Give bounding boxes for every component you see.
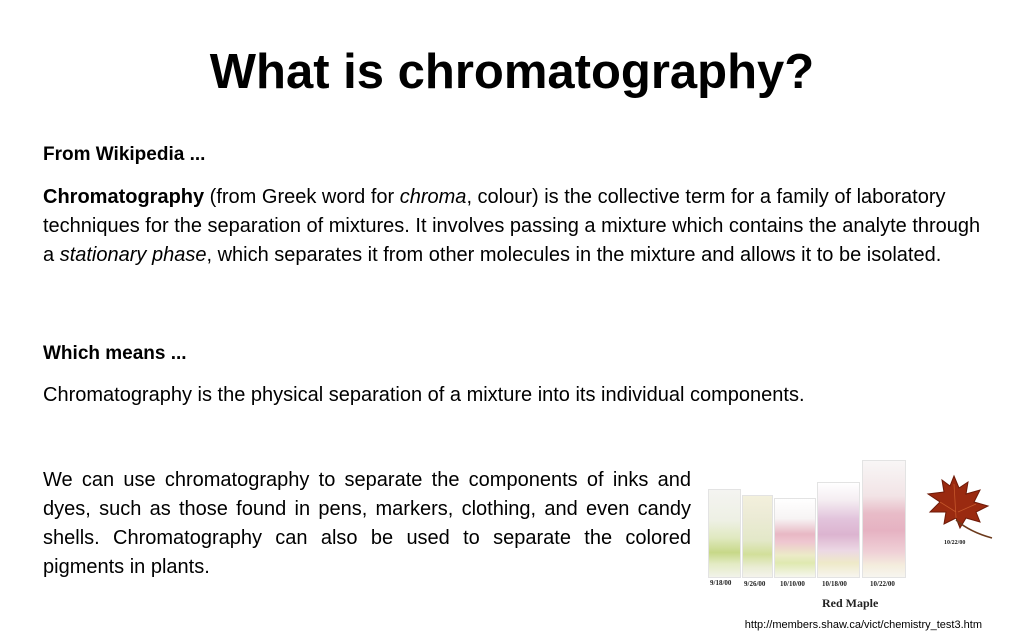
strip-date-4: 10/18/00 [822,580,847,588]
meaning-paragraph: Chromatography is the physical separation of a mixture into its individual components. [43,384,805,406]
figure-caption: Red Maple [822,596,879,610]
term-chromatography: Chromatography [43,186,205,208]
source-url: http://members.shaw.ca/vict/chemistry_test3.htm [744,619,982,631]
strip-date-5: 10/22/00 [870,580,895,588]
definition-text-c: , which separates it from other molecules in the mixture and allows it to be isolated. [206,244,942,266]
term-chroma: chroma [399,186,467,208]
chromatogram-strip-2 [742,495,773,578]
section-heading-wikipedia: From Wikipedia ... [43,144,206,165]
definition-text-b: , colour) is the collective term for a family of laboratory techniques for the separation of mixtures. It involves passing a mixture which contains the analyte through a [43,186,981,266]
leaf-date: 10/22/00 [944,540,966,546]
definition-text-a: (from Greek word for [204,186,400,208]
strip-date-2: 9/26/00 [744,580,766,588]
chromatogram-strip-4 [817,482,860,578]
strip-date-1: 9/18/00 [710,579,732,587]
chromatogram-strip-5 [862,460,906,578]
term-stationary-phase: stationary phase [59,244,207,266]
definition-paragraph [43,183,993,270]
red-maple-chromatography-figure [700,452,1000,617]
uses-paragraph: We can use chromatography to separate the components of inks and dyes, such as those found in pens, markers, clothing, and even candy shells. Chromatography can also be used to separate the colored pigments in plants. [43,469,691,578]
section-heading-which-means: Which means ... [43,343,187,364]
chromatogram-strip-3 [774,498,816,578]
red-maple-leaf-icon [918,472,996,544]
strip-date-3: 10/10/00 [780,580,805,588]
page-title: What is chromatography? [209,45,815,99]
chromatogram-strip-1 [708,489,741,578]
